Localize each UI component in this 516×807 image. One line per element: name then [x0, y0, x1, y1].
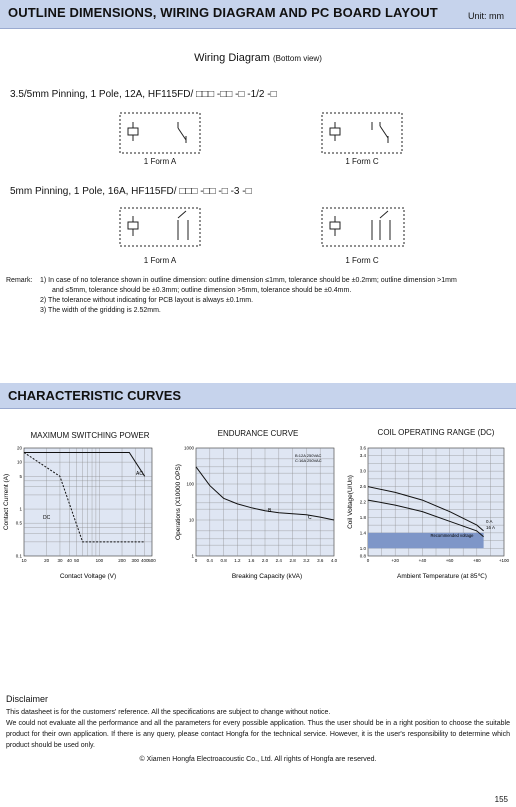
wiring-row2-form-a: [120, 208, 200, 246]
disclaimer-line2: We could not evaluate all the performance and all the parameters for every possible application. Thus the user should be in a right position to choose the suitable product for their own application. If there is any query, please contact Hongfa for the technical service. However, it is the user's responsibility to determine which product should be used only.: [6, 720, 510, 749]
row2-label: 5mm Pinning, 1 Pole, 16A, HF115FD/ □□□ -□□ -□ -3 -□: [10, 186, 252, 197]
chart3-ytick: 1.0: [359, 545, 366, 551]
chart2-xlabel: Breaking Capacity (kVA): [231, 573, 303, 580]
chart1-ytick: 5: [19, 473, 22, 479]
disclaimer-title: Disclaimer: [6, 694, 49, 704]
chart1-xlabel: Contact Voltage (V): [59, 573, 117, 580]
chart3-0a-label: 0 A: [486, 519, 493, 524]
remark-item-1: 1) In case of no tolerance shown in outline dimension: outline dimension ≤1mm, tolerance should be ±0.2mm; outline dimension >1mm: [40, 277, 457, 284]
chart3-ytick: 1.8: [359, 514, 366, 520]
chart3-ytick: 2.6: [359, 484, 366, 490]
remark-item-2: 2) The tolerance without indicating for PCB layout is always ±0.1mm.: [40, 297, 254, 304]
chart2-c-label: C: [308, 515, 312, 521]
section-title: OUTLINE DIMENSIONS, WIRING DIAGRAM AND PC BOARD LAYOUT: [8, 5, 438, 20]
chart-endurance-curve: [172, 444, 344, 586]
chart2-xtick: 3.2: [303, 558, 310, 563]
chart1-ytick: 1: [19, 506, 22, 512]
wiring-diagrams: [0, 108, 516, 268]
chart2-title: ENDURANCE CURVE: [217, 429, 299, 438]
chart1-xtick: 30: [57, 558, 63, 563]
chart1-xtick: 500: [148, 558, 156, 563]
chart1-xtick: 10: [21, 558, 27, 563]
chart3-xtick: +60: [445, 558, 454, 563]
chart3-ytick: 3.6: [359, 445, 366, 451]
chart3-ytick: 3.4: [359, 453, 366, 459]
chart3-xtick: +40: [418, 558, 427, 563]
row2-form-a-label: 1 Form A: [143, 256, 177, 265]
disclaimer-line1: This datasheet is for the customers' reference. All the specifications are subject to change without notice.: [6, 709, 331, 716]
chart2-xtick: 1.6: [248, 558, 255, 563]
row2-form-c-label: 1 Form C: [345, 256, 379, 265]
chart2-ytick: 10: [188, 517, 194, 523]
chart2-xtick: 3.6: [317, 558, 324, 563]
chart2-ylabel: Operations (X10000 OPS): [175, 464, 182, 540]
chart1-xtick: 300: [131, 558, 140, 563]
section-header: [0, 0, 516, 29]
chart2-xtick: 4.0: [330, 558, 338, 563]
disclaimer-body: [6, 707, 510, 751]
chart3-xtick: 0: [366, 558, 370, 563]
chart2-ytick: 100: [186, 481, 194, 487]
chart3-xtick: +20: [391, 558, 400, 563]
chart1-ytick: 0.1: [15, 553, 22, 559]
wiring-title-row: [0, 52, 516, 64]
chart2-xtick: 2.4: [275, 558, 282, 563]
chart1-ytick: 10: [16, 459, 22, 465]
chart3-ytick: 0.8: [359, 553, 366, 559]
chart1-ytick: 20: [16, 445, 22, 451]
chart1-xtick: 400: [140, 558, 149, 563]
chart3-16a-label: 16 A: [486, 525, 496, 530]
chart1-xtick: 100: [95, 558, 104, 563]
remark-item-3: 3) The width of the gridding is 2.52mm.: [40, 307, 161, 314]
chart1-ac-label: AC: [136, 471, 143, 477]
page-number: 155: [494, 795, 508, 804]
remark-label: Remark:: [6, 277, 33, 284]
chart2-ytick: 1000: [183, 445, 194, 451]
chart3-xtick: +100: [498, 558, 510, 563]
remark-item-1b: and ≤5mm, tolerance should be ±0.3mm; outline dimension >5mm, tolerance should be ±0.4mm.: [52, 287, 352, 294]
row1-label: 3.5/5mm Pinning, 1 Pole, 12A, HF115FD/ □□□ -□□ -□ -1/2 -□: [10, 89, 277, 100]
unit-label: Unit: mm: [468, 11, 504, 21]
chart1-dc-label: DC: [43, 515, 51, 521]
wiring-subtitle: (Bottom view): [272, 54, 322, 63]
chart3-xlabel: Ambient Temperature (at 85℃): [397, 573, 487, 580]
chart3-recommended-label: Recommended voltage: [430, 533, 474, 538]
chart3-ytick: 3.0: [359, 468, 366, 474]
chart1-title: MAXIMUM SWITCHING POWER: [30, 431, 150, 440]
chart2-xtick: 2.0: [261, 558, 269, 563]
chart1-xtick: 50: [74, 558, 80, 563]
chart2-legend-b: B:12A 250VAC: [295, 453, 322, 458]
chart1-ytick: 0.5: [15, 520, 22, 526]
curves-header: [0, 383, 516, 409]
chart-coil-operating-range: [344, 444, 516, 586]
chart1-xtick: 20: [44, 558, 50, 563]
chart2-xtick: 0: [194, 558, 198, 563]
wiring-row2-form-c: [322, 208, 404, 246]
row1-form-a-label: 1 Form A: [143, 157, 177, 166]
curves-title: CHARACTERISTIC CURVES: [8, 388, 182, 403]
chart2-xtick: 0.4: [206, 558, 213, 563]
chart3-title: COIL OPERATING RANGE (DC): [377, 428, 495, 437]
chart3-xtick: +80: [472, 558, 481, 563]
wiring-row1-form-a: [120, 113, 200, 153]
chart1-ylabel: Contact Current (A): [3, 473, 10, 531]
chart-max-switching-power: [0, 444, 172, 586]
wiring-row1-form-c: [322, 113, 402, 153]
remark-block: [6, 276, 512, 316]
chart2-ytick: 1: [191, 553, 194, 559]
row1-form-c-label: 1 Form C: [345, 157, 379, 166]
chart2-b-label: B: [268, 508, 272, 514]
chart1-xtick: 200: [118, 558, 126, 563]
chart2-xtick: 2.8: [289, 558, 296, 563]
chart3-ytick: 2.2: [359, 499, 366, 505]
chart2-xtick: 0.8: [220, 558, 227, 563]
chart2-legend-c: C:16A 250VAC: [295, 458, 322, 463]
chart3-ylabel: Coil Voltage(U/Un): [347, 475, 354, 529]
wiring-title: Wiring Diagram: [194, 52, 270, 64]
chart2-xtick: 1.2: [234, 558, 241, 563]
chart3-ytick: 1.4: [359, 530, 366, 536]
chart1-xtick: 40: [66, 558, 72, 563]
copyright: © Xiamen Hongfa Electroacoustic Co., Ltd. All rights of Hongfa are reserved.: [139, 756, 377, 763]
